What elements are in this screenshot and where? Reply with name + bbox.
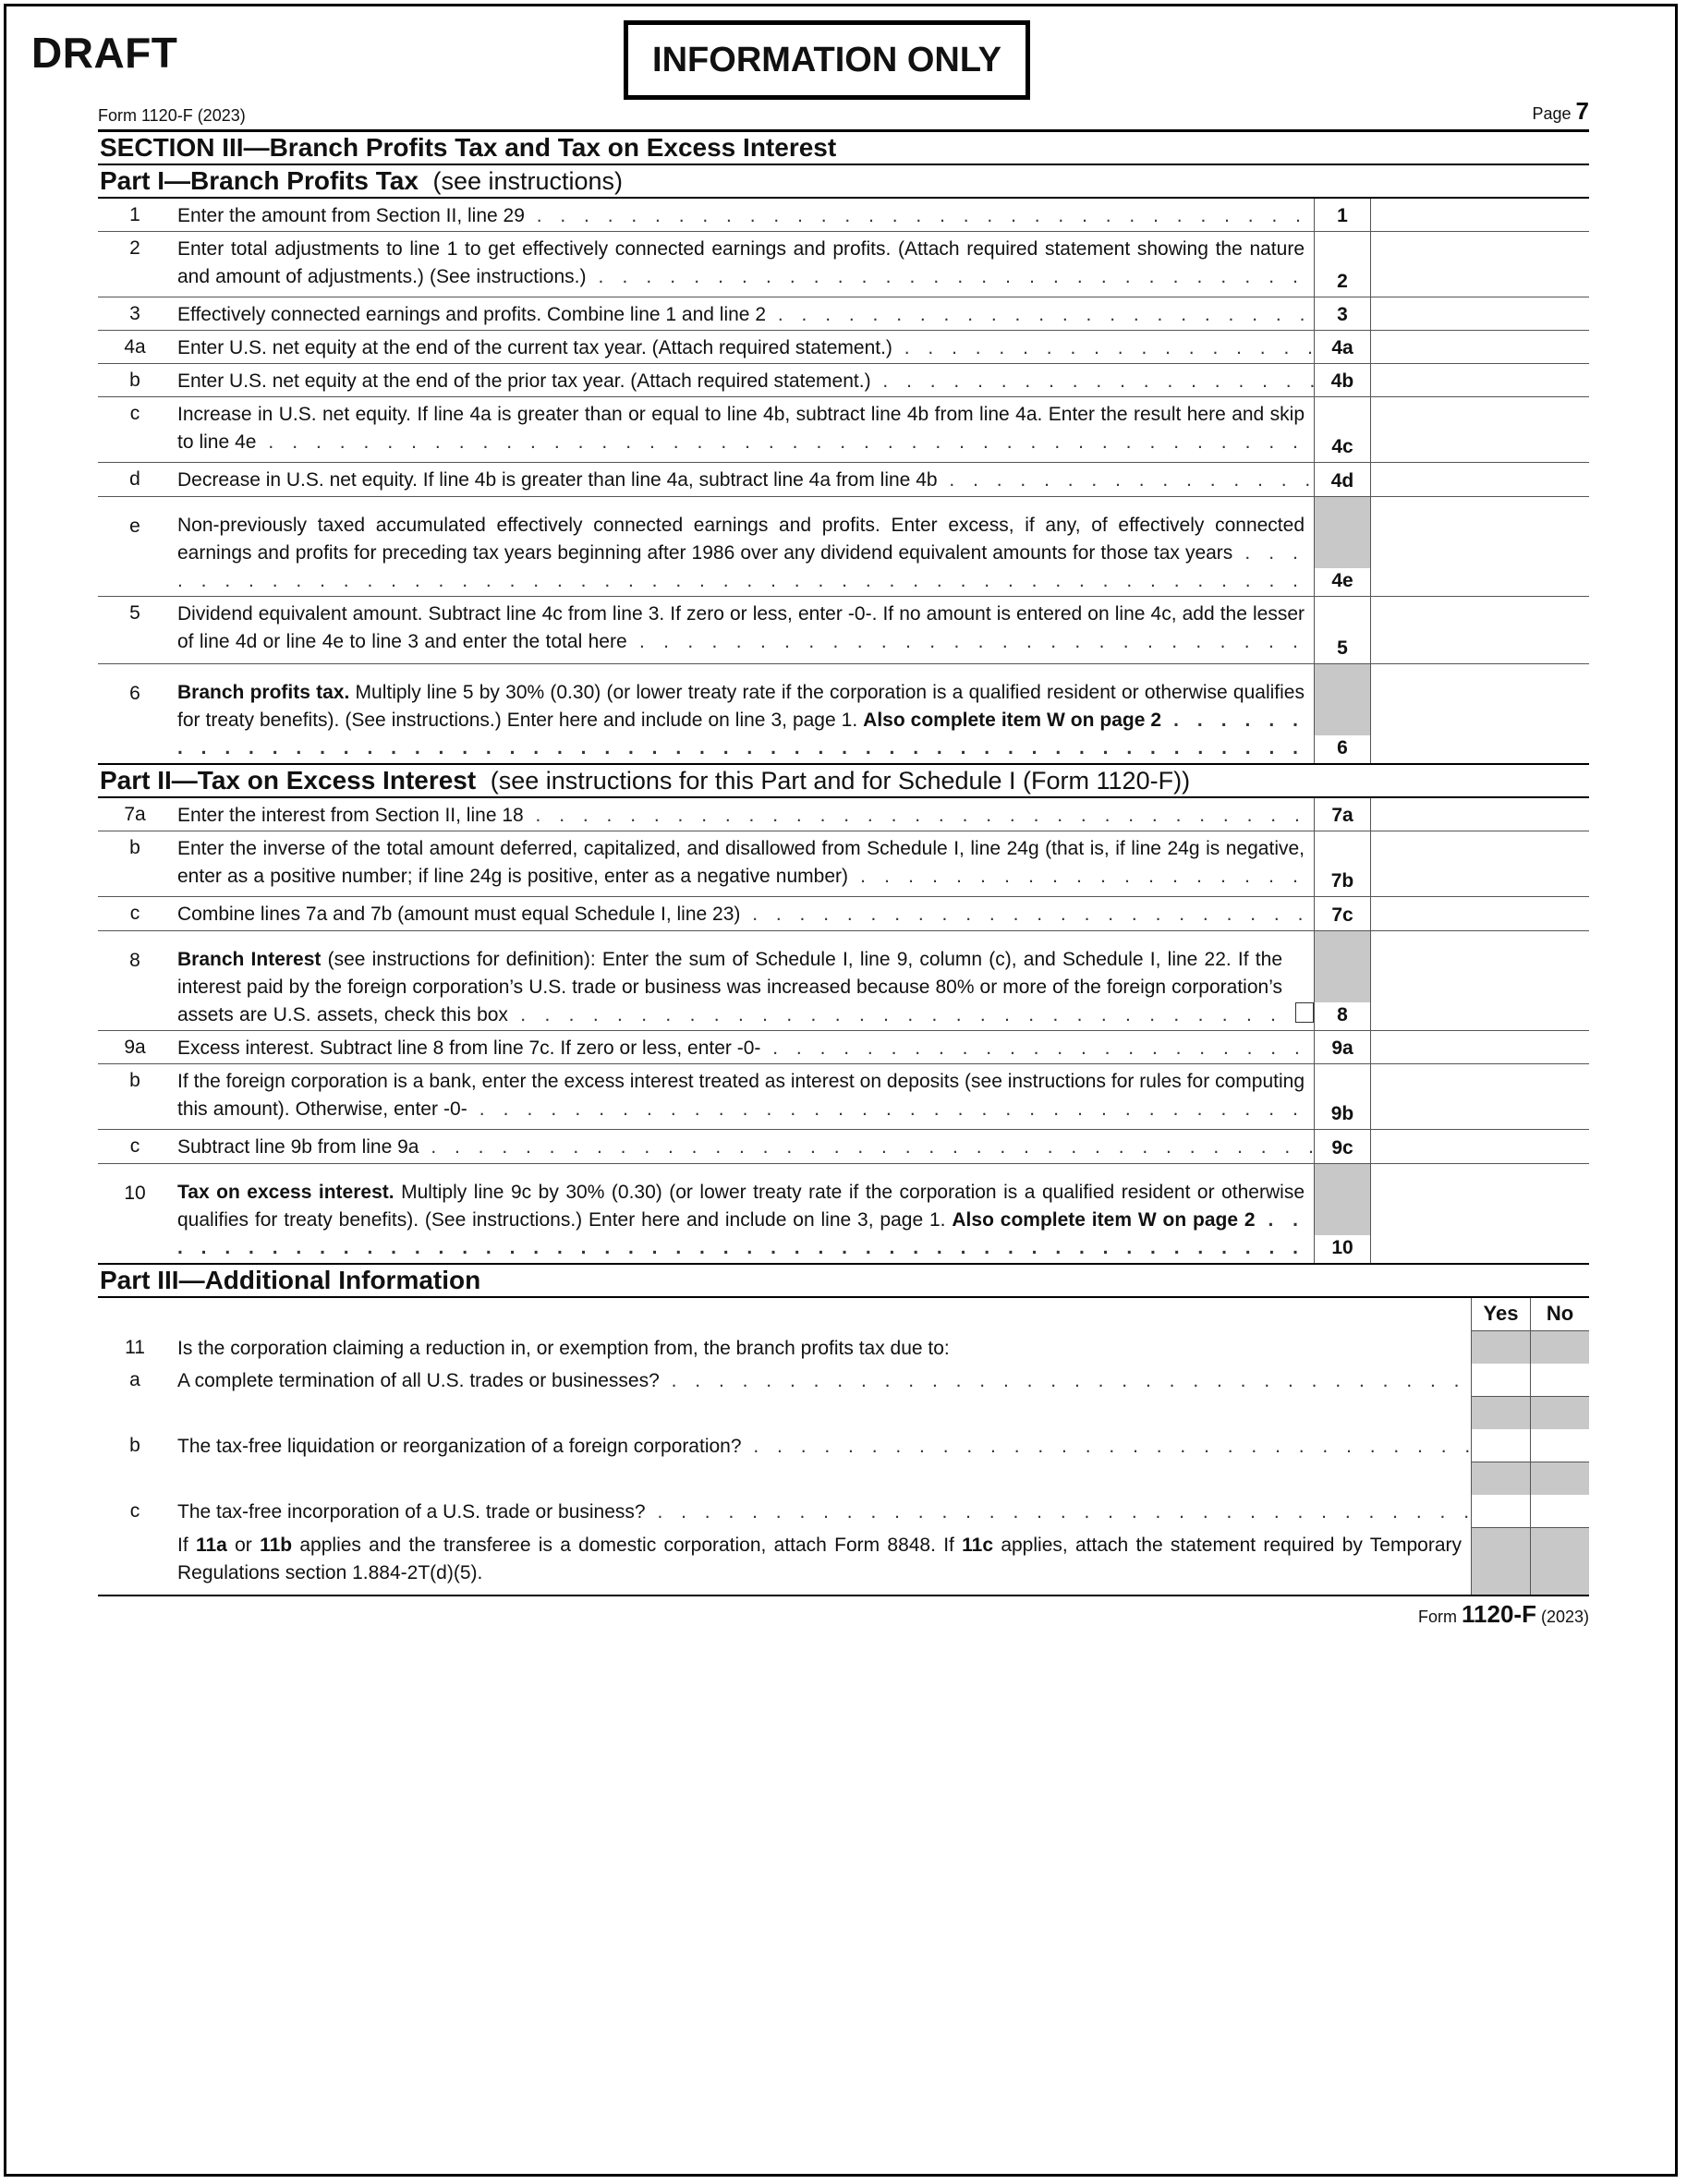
spacer-row [98,1397,1589,1429]
line-number: d [129,468,140,490]
line-4b-amount[interactable] [1371,364,1589,396]
line-number: b [129,1070,140,1091]
line-5-row [98,597,1589,664]
question-11b-text: The tax-free liquidation or reorganization of a foreign corporation? . . . [172,1429,1471,1462]
shaded-cell [1471,1528,1530,1595]
checkbox-cell [1292,931,1314,1030]
line-description: Decrease in U.S. net equity. If line 4b is greater than line 4a, subtract line 4a from line 4b . . . [172,463,1314,496]
draft-watermark: DRAFT [31,29,178,77]
question-11c-text: The tax-free incorporation of a U.S. trade or business? . . . [172,1495,1471,1528]
line-7a-row [98,798,1589,831]
line-9a-row [98,1031,1589,1064]
line-4b-row [98,364,1589,397]
part2-rows [98,796,1589,1265]
question-11c-yes[interactable] [1471,1495,1530,1528]
line-description: Increase in U.S. net equity. If line 4a is greater than or equal to line 4b, subtract line 4b from line 4a. Enter the result here and skip to line 4e . . . [172,397,1314,462]
line-number: c [129,1135,140,1157]
line-description: Effectively connected earnings and profits. Combine line 1 and line 2 . . . [172,297,1314,330]
line-number: 11 [125,1337,145,1358]
part1-rows [98,197,1589,765]
line-description: Subtract line 9b from line 9a . . . [172,1130,1314,1163]
line-2-amount[interactable] [1371,232,1589,297]
line-4d-row [98,463,1589,497]
line-4d-amount[interactable] [1371,463,1589,496]
line-6-amount[interactable] [1371,664,1589,763]
part2-header: Part II—Tax on Excess Interest (see instructions for this Part and for Schedule I (Form 1120-F)) [100,766,1191,795]
line-number: 2 [129,237,140,259]
line-6-row [98,664,1589,765]
shaded-cell [1471,1462,1530,1495]
line-description: Enter total adjustments to line 1 to get effectively connected earnings and profits. (Attach required statement showing the nature and amount of adjustments.) (See instructions.) . . . [172,232,1314,297]
line-description: Enter U.S. net equity at the end of the current tax year. (Attach required statement.) . . . [172,331,1314,363]
line-4c-amount[interactable] [1371,397,1589,462]
line-label-box: 1 [1314,199,1371,231]
line-5-amount[interactable] [1371,597,1589,663]
shaded-cell [1530,1397,1589,1429]
line-7c-amount[interactable] [1371,897,1589,930]
form-content [98,97,1589,1629]
line-4e-amount[interactable] [1371,497,1589,596]
line-4a-row [98,331,1589,364]
question-11b-row [98,1429,1589,1462]
line-description: Combine lines 7a and 7b (amount must equal Schedule I, line 23) . . . [172,897,1314,930]
us-assets-80-percent-checkbox[interactable] [1295,1002,1314,1023]
information-only-text: INFORMATION ONLY [652,40,1001,79]
form-footer: Form 1120-F (2023) [1417,1600,1589,1628]
line-number: 4a [124,336,146,358]
line-number: a [129,1369,140,1390]
line-3-amount[interactable] [1371,297,1589,330]
line-number: 7a [124,804,146,825]
line-7c-row [98,897,1589,931]
line-4e-row [98,497,1589,597]
question-11a-yes[interactable] [1471,1364,1530,1397]
line-label-box: 9c [1314,1130,1371,1163]
line-number: 9a [124,1037,146,1058]
line-label-box: 9a [1314,1031,1371,1063]
part3-note-row [98,1528,1589,1596]
question-11b-no[interactable] [1530,1429,1589,1462]
line-10-row [98,1164,1589,1265]
line-label-box: 6 [1314,664,1371,763]
no-column-header: No [1530,1298,1589,1331]
line-label-box: 7a [1314,798,1371,831]
line-label-box: 2 [1314,232,1371,297]
question-11a-row [98,1364,1589,1397]
question-11c-no[interactable] [1530,1495,1589,1528]
line-7b-row [98,831,1589,897]
shaded-cell [1530,1528,1589,1595]
shaded-cell [1530,1462,1589,1495]
line-number: 8 [129,950,140,971]
page-number: Page 7 [1532,97,1589,125]
spacer-row [98,1462,1589,1495]
form-id: Form 1120-F (2023) [98,106,246,125]
line-number: 1 [129,204,140,225]
line-4c-row [98,397,1589,463]
line-1-row [98,199,1589,232]
line-label-box: 3 [1314,297,1371,330]
line-number: b [129,370,140,391]
line-7b-amount[interactable] [1371,831,1589,896]
line-description: Enter the inverse of the total amount deferred, capitalized, and disallowed from Schedule I, line 24g (that is, if line 24g is negative, enter as a positive number; if line 24g is positive, enter as a negative number) . . . [172,831,1314,896]
shaded-cell [1471,1397,1530,1429]
line-description: Branch Interest (see instructions for definition): Enter the sum of Schedule I, line 9, column (c), and Schedule I, line 22. If the interest paid by the foreign corporation’s U.S. trade or business was increased because 80% or more of the foreign corporation’s assets are U.S. assets, check this box . . . [172,931,1292,1030]
line-description: Branch profits tax. Multiply line 5 by 30% (0.30) (or lower treaty rate if the corporation is a qualified resident or otherwise qualifies for treaty benefits). (See instructions.) Enter here and include on line 3, page 1. Also complete item W on page 2 . . . [172,664,1314,763]
line-9b-amount[interactable] [1371,1064,1589,1129]
part3-header: Part III—Additional Information [100,1266,481,1294]
question-11a-text: A complete termination of all U.S. trades or businesses? . . . [172,1364,1471,1397]
line-label-box: 8 [1314,931,1371,1030]
line-label-box: 4a [1314,331,1371,363]
line-9c-row [98,1130,1589,1164]
line-8-row [98,931,1589,1031]
line-number: 6 [129,683,140,704]
line-number: b [129,1435,140,1456]
line-7a-amount[interactable] [1371,798,1589,831]
line-description: Enter the interest from Section II, line 18 . . . [172,798,1314,831]
question-11a-no[interactable] [1530,1364,1589,1397]
line-label-box: 7b [1314,831,1371,896]
question-11b-yes[interactable] [1471,1429,1530,1462]
part3-note: If 11a or 11b applies and the transferee is a domestic corporation, attach Form 8848. If 11c applies, attach the statement required by Temporary Regulations section 1.884-2T(d)(5). [177,1535,1462,1583]
shaded-cell [1471,1331,1530,1364]
question-11-text: Is the corporation claiming a reduction in, or exemption from, the branch profits tax due to: [177,1338,950,1359]
line-number: e [129,516,140,537]
line-number: c [129,1500,140,1522]
line-9a-amount[interactable] [1371,1031,1589,1063]
line-2-row [98,232,1589,297]
line-number: 5 [129,602,140,624]
shaded-cell [1530,1331,1589,1364]
line-1-amount[interactable] [1371,199,1589,231]
line-description: If the foreign corporation is a bank, enter the excess interest treated as interest on deposits (see instructions for rules for computing this amount). Otherwise, enter -0- . . . [172,1064,1314,1129]
line-9b-row [98,1064,1589,1130]
line-label-box: 5 [1314,597,1371,663]
line-number: c [129,903,140,924]
information-only-stamp [624,20,1030,100]
question-11-row [98,1331,1589,1364]
line-label-box: 10 [1314,1164,1371,1263]
line-number: 10 [124,1183,146,1204]
line-4a-amount[interactable] [1371,331,1589,363]
line-8-amount[interactable] [1371,931,1589,1030]
line-description: Tax on excess interest. Multiply line 9c by 30% (0.30) (or lower treaty rate if the corporation is a qualified resident or otherwise qualifies for treaty benefits). (See instructions.) Enter here and include on line 3, page 1. Also complete item W on page 2 . . . [172,1164,1314,1263]
yes-no-header-row [98,1298,1589,1331]
line-number: 3 [129,303,140,324]
line-label-box: 9b [1314,1064,1371,1129]
form-topline [98,97,1589,129]
question-11c-row [98,1495,1589,1528]
line-label-box: 4d [1314,463,1371,496]
line-label-box: 4c [1314,397,1371,462]
line-label-box: 4b [1314,364,1371,396]
line-label-box: 4e [1314,497,1371,596]
line-label-box: 7c [1314,897,1371,930]
yes-column-header: Yes [1471,1298,1530,1331]
line-10-amount[interactable] [1371,1164,1589,1263]
part1-header: Part I—Branch Profits Tax (see instructions) [98,164,1589,197]
line-description: Dividend equivalent amount. Subtract line 4c from line 3. If zero or less, enter -0-. If no amount is entered on line 4c, add the lesser of line 4d or line 4e to line 3 and enter the total here . . . [172,597,1314,663]
line-9c-amount[interactable] [1371,1130,1589,1163]
line-description: Enter the amount from Section II, line 29 . . . [172,199,1314,231]
line-number: b [129,837,140,858]
section-title: SECTION III—Branch Profits Tax and Tax on Excess Interest [98,129,1589,164]
line-number: c [129,403,140,424]
line-3-row [98,297,1589,331]
line-description: Excess interest. Subtract line 8 from line 7c. If zero or less, enter -0- . . . [172,1031,1314,1063]
part3-rows [98,1296,1589,1596]
line-description: Enter U.S. net equity at the end of the prior tax year. (Attach required statement.) . . . [172,364,1314,396]
line-description: Non-previously taxed accumulated effectively connected earnings and profits. Enter excess, if any, of effectively connected earnings and profits for preceding tax years beginning after 1986 over any dividend equivalent amounts for those tax years . . . [172,497,1314,596]
